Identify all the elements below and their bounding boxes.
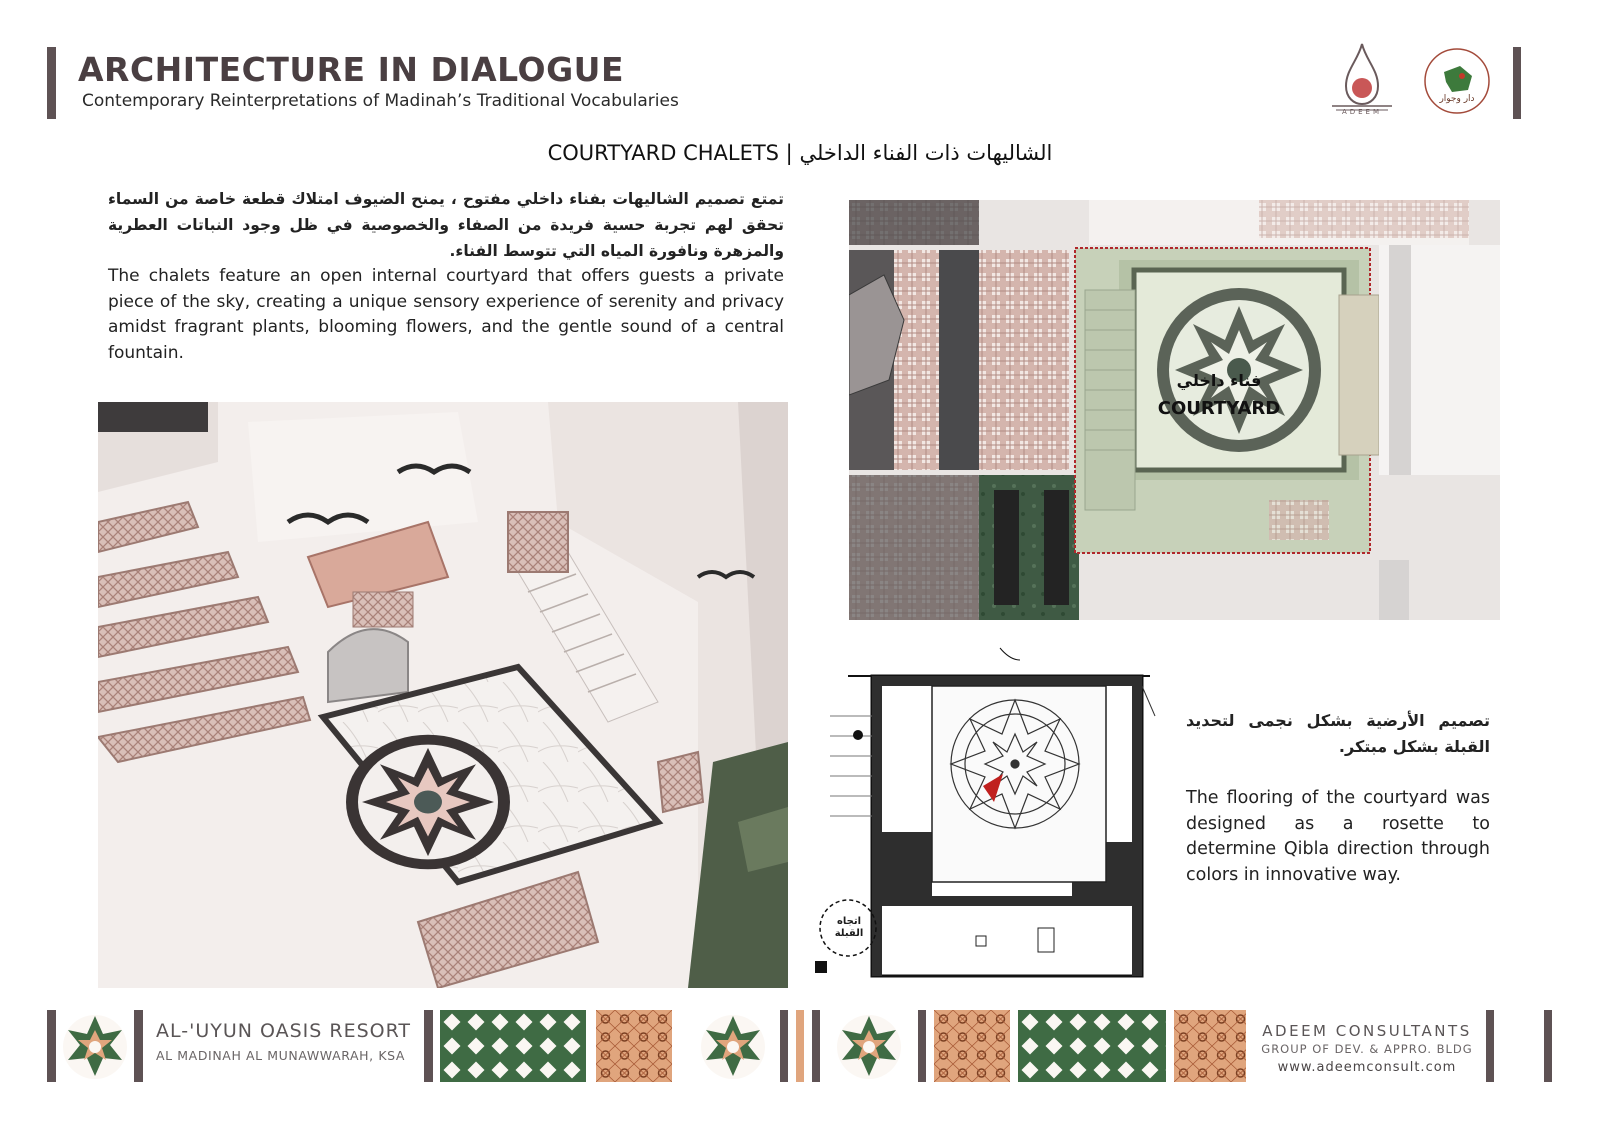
page-title: ARCHITECTURE IN DIALOGUE	[78, 50, 625, 89]
dar-jewar-logo-text: دار وجوار	[1439, 94, 1475, 104]
footer-project-block	[156, 1020, 416, 1063]
footer-rosette-ornament-3	[834, 1012, 904, 1082]
footer-orange-tile-2	[934, 1010, 1010, 1082]
intro-english-paragraph: The chalets feature an open internal courtyard that offers guests a private piece of the sky, creating a unique sensory experience of serenity and privacy amidst fragrant plants, blooming flowers, and the gentle sound of a central fountain.	[108, 266, 784, 363]
footer-green-lattice-1	[440, 1010, 586, 1082]
page-subtitle: Contemporary Reinterpretations of Madinah’s Traditional Vocabularies	[82, 91, 679, 111]
footer-green-lattice-2	[1018, 1010, 1166, 1082]
courtyard-floor-plan	[810, 646, 1162, 1002]
footer-rosette-ornament-2	[698, 1012, 768, 1082]
footer-bar-1	[47, 1010, 56, 1082]
footer-bar-6	[918, 1010, 926, 1082]
header-accent-bar-right	[1513, 47, 1521, 119]
intro-arabic-paragraph: تمتع تصميم الشاليهات بفناء داخلي مفتوح ، يمنح الضيوف امتلاك قطعة خاصة من السماء تحقق لهم تجربة حسية فريدة من الصفاء والخصوصية في ظل وجود النباتات العطرية والمزهرة ونافورة المياه التي تتوسط الفناء.	[108, 190, 784, 260]
flooring-arabic-caption: تصميم الأرضية بشكل نجمى لتحديد القبلة بشكل مبتكر.	[1186, 711, 1490, 756]
footer-firm-name: ADEEM CONSULTANTS	[1262, 1022, 1472, 1040]
footer-bar-2	[134, 1010, 143, 1082]
footer-project-location: AL MADINAH AL MUNAWWARAH, KSA	[156, 1048, 406, 1063]
footer-orange-tile-3	[1174, 1010, 1246, 1082]
section-heading: COURTYARD CHALETS | الشاليهات ذات الفناء الداخلي	[547, 141, 1053, 165]
footer-bar-5	[812, 1010, 820, 1082]
footer-bar-3	[424, 1010, 433, 1082]
footer-project-name: AL-'UYUN OASIS RESORT	[156, 1020, 412, 1042]
qibla-direction-label: اتجاه القبلة	[834, 916, 864, 939]
header-accent-bar-left	[47, 47, 56, 119]
footer-bar-7	[1486, 1010, 1494, 1082]
footer-rosette-ornament-1	[60, 1012, 130, 1082]
footer-bar-4	[780, 1010, 788, 1082]
footer-firm-block	[1252, 1022, 1482, 1075]
footer-orange-stripe	[796, 1010, 804, 1082]
footer-website-link[interactable]: www.adeemconsult.com	[1277, 1060, 1457, 1075]
dar-jewar-logo	[1422, 46, 1492, 116]
courtyard-label-arabic: فناء داخلي	[1176, 371, 1262, 390]
flooring-english-caption: The flooring of the courtyard was designed as a rosette to determine Qibla direction through colors in innovative way.	[1186, 788, 1490, 885]
footer-orange-tile-1	[596, 1010, 672, 1082]
adeem-logo-text: ADEEM	[1341, 108, 1383, 116]
footer-band	[0, 1000, 1600, 1131]
footer-firm-tagline: GROUP OF DEV. & APPRO. BLDG	[1261, 1042, 1473, 1056]
courtyard-label-english: COURTYARD	[1157, 398, 1281, 419]
adeem-logo	[1322, 40, 1402, 120]
courtyard-plan-render	[849, 200, 1500, 620]
axonometric-render	[98, 402, 788, 988]
footer-bar-8	[1544, 1010, 1552, 1082]
